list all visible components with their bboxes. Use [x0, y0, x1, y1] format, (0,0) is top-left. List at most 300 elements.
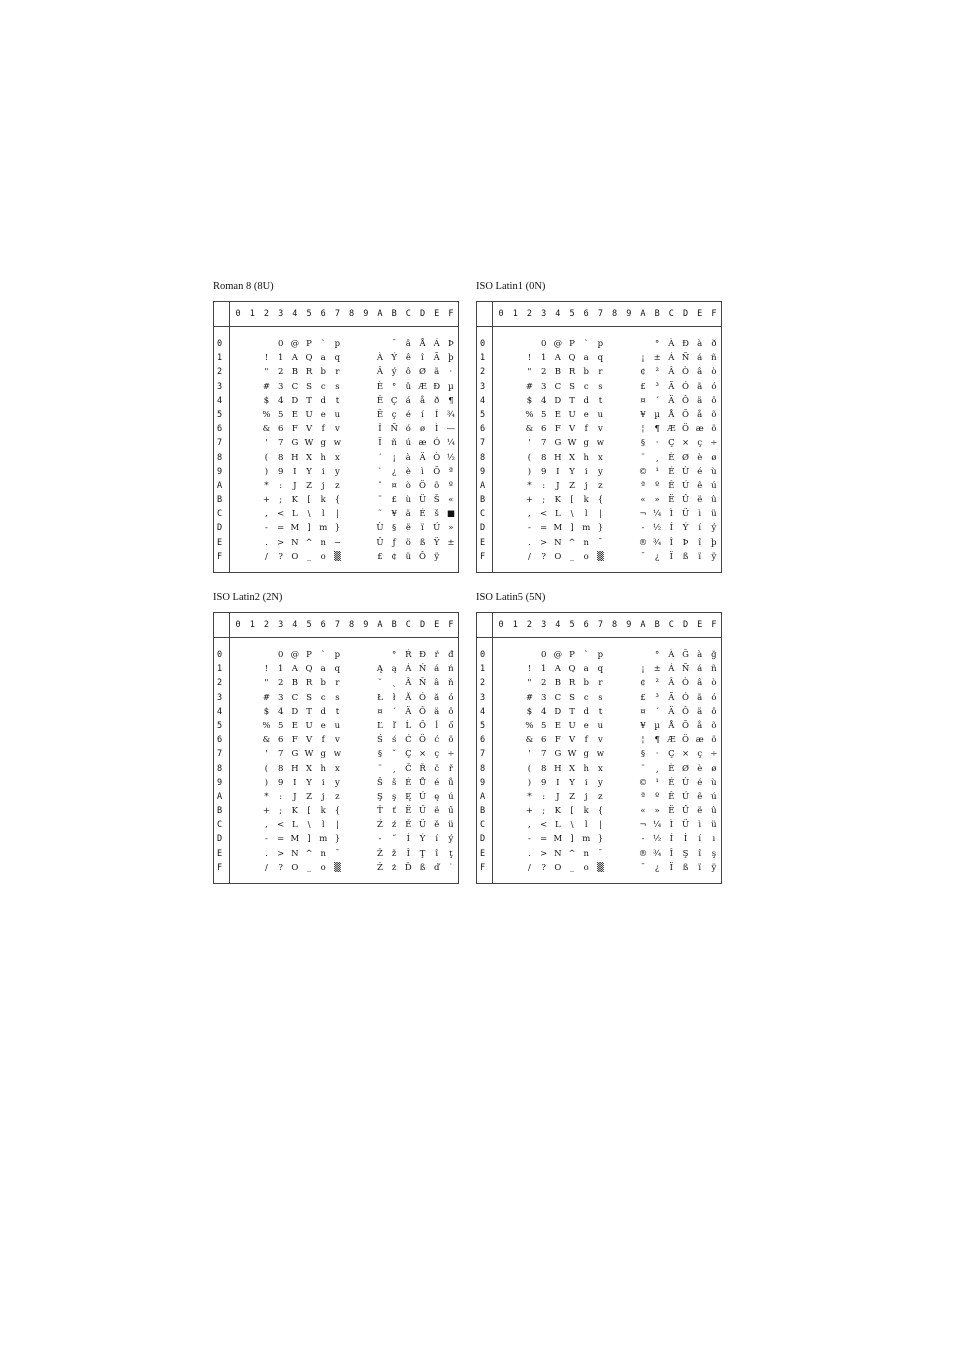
char-cell — [494, 408, 508, 422]
char-cell — [508, 479, 522, 493]
char-cell: ¥ — [640, 720, 646, 731]
row-label: F — [480, 551, 486, 562]
char-cell: ' — [265, 749, 268, 760]
char-cell: Õ — [682, 409, 690, 420]
char-cell: ˇ — [392, 749, 397, 760]
column-header: 5 — [306, 620, 312, 630]
char-cell — [231, 380, 245, 394]
char-cell: ? — [278, 551, 283, 562]
char-cell: A — [291, 353, 298, 364]
char-cell: ô — [711, 395, 717, 406]
char-cell — [359, 493, 373, 507]
char-cell: o — [583, 862, 589, 873]
char-cell — [359, 465, 373, 479]
char-cell: 9 — [277, 777, 284, 788]
char-cell: ^ — [568, 848, 576, 859]
char-cell — [231, 451, 245, 465]
char-cell: ° — [655, 650, 660, 660]
char-cell: Ý — [419, 834, 426, 845]
char-cell: G — [291, 438, 299, 449]
char-cell: ó — [448, 692, 454, 703]
row-label: 6 — [480, 735, 486, 746]
char-cell — [622, 465, 636, 479]
row-label: 2 — [480, 367, 486, 378]
char-cell — [231, 790, 245, 804]
char-cell: Ż — [377, 862, 383, 873]
char-cell — [359, 762, 373, 776]
row-label: B — [217, 806, 223, 817]
row-label: E — [217, 848, 223, 859]
char-cell: Ú — [681, 480, 690, 491]
char-cell: N — [291, 537, 299, 548]
char-cell: ¶ — [448, 395, 454, 406]
char-cell — [359, 507, 373, 521]
char-cell — [608, 662, 622, 676]
char-cell: 5 — [540, 409, 547, 420]
char-cell — [245, 762, 259, 776]
char-cell: P — [569, 650, 575, 660]
char-cell: \ — [570, 820, 574, 831]
column-header: 8 — [612, 309, 618, 319]
char-cell — [359, 380, 373, 394]
char-cell: Q — [568, 664, 576, 675]
char-cell: P — [306, 339, 312, 349]
char-cell: = — [277, 834, 285, 845]
char-cell: - — [528, 834, 531, 845]
char-cell: č — [434, 763, 440, 774]
char-cell: ù — [711, 466, 717, 477]
char-cell: Z — [569, 480, 575, 491]
char-cell: § — [392, 523, 397, 534]
char-cell: $ — [263, 706, 270, 717]
row-label: 5 — [480, 720, 486, 731]
char-cell: R — [305, 678, 313, 689]
char-cell — [508, 648, 522, 662]
char-cell — [359, 861, 373, 875]
char-cell: Á — [668, 664, 675, 675]
char-cell — [359, 790, 373, 804]
char-cell: ¡ — [641, 664, 645, 675]
char-cell: Ÿ — [433, 537, 440, 548]
char-cell: ş — [711, 848, 717, 859]
char-cell: ¨ — [640, 763, 646, 774]
char-cell: S — [569, 381, 575, 392]
char-cell: Ï — [669, 862, 674, 873]
char-cell — [345, 465, 359, 479]
char-cell: í — [698, 834, 702, 845]
char-cell: ¢ — [391, 551, 397, 562]
char-cell: µ — [448, 381, 454, 392]
char-cell: C — [291, 692, 299, 703]
row-label: C — [480, 820, 486, 831]
char-cell: ü — [711, 509, 717, 520]
char-cell: Ç — [390, 395, 398, 406]
char-cell — [231, 422, 245, 436]
char-cell — [494, 337, 508, 351]
char-cell: r — [598, 367, 603, 378]
char-cell — [345, 436, 359, 450]
char-cell: 2 — [540, 367, 547, 378]
char-cell: t — [598, 706, 603, 717]
char-cell: y — [598, 466, 603, 477]
char-cell: Æ — [418, 381, 427, 392]
char-cell: v — [335, 735, 340, 746]
char-cell: Š — [377, 777, 383, 788]
char-cell: Ú — [433, 523, 441, 534]
char-cell: q — [334, 664, 341, 675]
char-cell: ? — [278, 862, 283, 873]
char-cell: ý — [391, 367, 397, 378]
char-cell: ì — [421, 466, 424, 477]
char-cell: Y — [569, 466, 575, 477]
char-cell: Û — [376, 537, 384, 548]
char-cell: Ö — [682, 735, 690, 746]
char-cell: Ó — [433, 438, 441, 449]
row-label: 2 — [217, 678, 223, 689]
char-cell — [231, 747, 245, 761]
char-cell: $ — [526, 395, 533, 406]
char-cell — [245, 536, 259, 550]
char-cell — [231, 521, 245, 535]
char-cell — [508, 550, 522, 564]
char-cell: l — [584, 820, 588, 831]
char-cell: Å — [668, 409, 675, 420]
char-cell: ¢ — [640, 678, 646, 689]
table-title: ISO Latin5 (5N) — [476, 592, 546, 603]
char-cell: ¨ — [377, 495, 383, 506]
char-cell — [494, 648, 508, 662]
character-table — [476, 301, 722, 573]
char-cell: ð — [434, 395, 440, 406]
char-cell: / — [528, 862, 531, 873]
char-cell: ˛ — [392, 678, 397, 689]
char-cell: Þ — [682, 537, 689, 548]
char-cell: Ð — [682, 339, 689, 349]
column-header: A — [377, 620, 383, 630]
char-cell: ę — [434, 791, 440, 802]
char-cell: á — [697, 664, 703, 675]
char-cell: u — [334, 409, 341, 420]
char-cell: ? — [541, 862, 546, 873]
char-cell — [359, 847, 373, 861]
char-cell: Û — [681, 806, 690, 817]
char-cell — [345, 422, 359, 436]
char-cell: Ť — [377, 806, 383, 817]
char-cell — [508, 465, 522, 479]
char-cell: È — [376, 381, 384, 392]
char-cell — [345, 394, 359, 408]
column-header-row — [231, 308, 458, 320]
char-cell: 3 — [540, 692, 547, 703]
char-cell: ´ — [655, 395, 660, 406]
char-cell — [622, 719, 636, 733]
char-cell: Ñ — [390, 424, 398, 435]
char-cell: @ — [553, 650, 563, 660]
char-cell: ¸ — [655, 763, 660, 774]
char-cell: — — [446, 424, 456, 435]
column-header: B — [391, 620, 397, 630]
char-cell: Ź — [377, 820, 383, 831]
header-divider — [477, 637, 721, 638]
char-cell — [345, 719, 359, 733]
char-cell — [359, 394, 373, 408]
char-cell: X — [569, 452, 576, 463]
char-cell — [608, 747, 622, 761]
char-cell — [231, 705, 245, 719]
char-cell: } — [334, 523, 341, 534]
char-cell — [345, 493, 359, 507]
char-cell: F — [554, 735, 561, 746]
row-label-column — [214, 648, 229, 875]
char-cell: × — [681, 749, 690, 760]
char-cell: à — [405, 452, 411, 463]
char-cell: { — [597, 495, 604, 506]
char-cell: ÷ — [710, 438, 718, 449]
char-cell — [608, 719, 622, 733]
char-cell: 7 — [540, 749, 547, 760]
char-cell — [359, 804, 373, 818]
char-cell: ˙ — [448, 862, 454, 873]
char-cell: Ï — [378, 438, 382, 449]
char-cell: R — [568, 367, 576, 378]
header-divider — [214, 326, 458, 327]
char-cell — [231, 762, 245, 776]
char-cell: Ú — [681, 791, 690, 802]
char-cell: Í — [669, 523, 674, 534]
char-cell — [508, 662, 522, 676]
char-cell: H — [291, 763, 299, 774]
char-cell: # — [262, 692, 271, 703]
char-cell: ▒ — [597, 551, 604, 562]
char-cell: / — [265, 862, 268, 873]
row-label: 7 — [217, 438, 223, 449]
char-cell: X — [569, 763, 576, 774]
char-cell: J — [556, 480, 560, 491]
char-cell — [608, 648, 622, 662]
char-cell — [608, 465, 622, 479]
row-label: 3 — [480, 381, 486, 392]
char-cell: S — [306, 692, 312, 703]
row-label: A — [480, 480, 486, 491]
char-cell — [622, 676, 636, 690]
char-cell: ( — [527, 452, 532, 463]
row-label: 7 — [480, 438, 486, 449]
char-cell: U — [568, 409, 576, 420]
char-cell: ü — [405, 551, 412, 562]
char-cell: B — [291, 367, 298, 378]
row-label: 1 — [480, 664, 486, 675]
char-cell — [231, 465, 245, 479]
char-cell: Õ — [433, 466, 441, 477]
char-cell: ˜ — [377, 509, 383, 520]
char-cell — [231, 479, 245, 493]
char-cell: z — [335, 791, 340, 802]
row-label: 6 — [217, 424, 223, 435]
character-table — [213, 301, 459, 573]
char-cell: Ò — [682, 367, 690, 378]
char-cell — [508, 521, 522, 535]
char-cell: k — [320, 806, 326, 817]
char-cell — [508, 351, 522, 365]
char-cell: ¯ — [598, 537, 603, 548]
char-cell: Ž — [377, 848, 383, 859]
char-cell: © — [638, 466, 648, 477]
column-header: 5 — [569, 620, 575, 630]
column-header: 7 — [597, 309, 603, 319]
char-cell — [494, 451, 508, 465]
char-cell: 6 — [540, 735, 547, 746]
char-cell: ê — [405, 353, 411, 364]
char-cell — [608, 691, 622, 705]
column-header: 2 — [263, 620, 270, 630]
char-cell: È — [668, 452, 675, 463]
char-cell — [608, 451, 622, 465]
char-cell: ù — [711, 777, 717, 788]
char-cell: 0 — [540, 650, 547, 660]
char-cell — [622, 705, 636, 719]
char-cell: W — [304, 438, 314, 449]
column-header: A — [640, 620, 646, 630]
char-cell: Ł — [377, 692, 383, 703]
char-cell: û — [711, 806, 717, 817]
row-label: 8 — [217, 452, 223, 463]
char-cell — [231, 337, 245, 351]
char-cell: ¨ — [377, 763, 383, 774]
char-cell — [508, 776, 522, 790]
char-cell: V — [568, 424, 576, 435]
char-cell: z — [598, 791, 603, 802]
row-label: 3 — [217, 692, 223, 703]
char-cell — [359, 436, 373, 450]
char-cell: é — [434, 777, 440, 788]
char-cell: ° — [392, 381, 397, 392]
char-cell: $ — [526, 706, 533, 717]
char-cell: [ — [307, 495, 311, 506]
column-header: 1 — [249, 620, 255, 630]
char-cell — [522, 337, 536, 351]
char-cell — [508, 493, 522, 507]
char-cell: þ — [448, 353, 454, 364]
char-cell: ú — [711, 480, 717, 491]
char-cell: ´ — [392, 706, 397, 717]
char-cell: \ — [307, 820, 311, 831]
char-cell — [231, 818, 245, 832]
char-cell: 6 — [540, 424, 547, 435]
column-header: 8 — [612, 620, 618, 630]
char-cell — [494, 676, 508, 690]
char-cell: × — [418, 749, 427, 760]
char-cell: c — [583, 692, 589, 703]
char-cell: ä — [697, 706, 703, 717]
char-cell: Ě — [405, 820, 412, 831]
row-label: C — [217, 820, 223, 831]
char-cell: Z — [306, 791, 312, 802]
char-cell: P — [569, 339, 575, 349]
char-cell — [345, 536, 359, 550]
column-header: 1 — [512, 309, 518, 319]
char-cell: L — [292, 509, 298, 520]
char-cell: - — [265, 523, 268, 534]
char-cell — [622, 507, 636, 521]
char-cell: b — [583, 367, 589, 378]
char-cell: s — [598, 381, 603, 392]
char-cell: % — [262, 409, 271, 420]
char-cell: % — [525, 409, 534, 420]
char-cell: * — [264, 480, 269, 491]
char-cell: + — [262, 806, 271, 817]
char-cell: î — [421, 353, 424, 364]
column-header: 6 — [320, 309, 326, 319]
char-cell — [622, 380, 636, 394]
char-cell — [508, 380, 522, 394]
column-header: D — [682, 309, 689, 319]
column-header: 3 — [541, 620, 547, 630]
char-cell: Ì — [435, 424, 439, 435]
char-cell: 8 — [277, 763, 284, 774]
char-cell — [608, 550, 622, 564]
char-cell: Ś — [377, 735, 383, 746]
char-cell: Ë — [405, 806, 412, 817]
char-cell: v — [598, 735, 603, 746]
char-cell: H — [291, 452, 299, 463]
char-cell: } — [597, 523, 604, 534]
character-table — [476, 612, 722, 884]
char-cell: ¯ — [392, 339, 397, 349]
char-cell: ´ — [655, 706, 660, 717]
char-cell: ĺ — [435, 720, 439, 731]
char-cell: 8 — [277, 452, 284, 463]
char-cell — [608, 351, 622, 365]
char-cell: b — [320, 678, 326, 689]
char-cell: = — [277, 523, 285, 534]
char-cell: » — [654, 495, 660, 506]
row-label: F — [480, 862, 486, 873]
char-cell: ß — [419, 862, 426, 873]
char-cell — [608, 493, 622, 507]
char-cell: ¤ — [377, 706, 383, 717]
header-divider — [214, 637, 458, 638]
char-cell — [245, 648, 259, 662]
row-label: 9 — [217, 777, 223, 788]
char-cell: å — [419, 395, 426, 406]
char-cell: q — [597, 664, 604, 675]
char-cell — [345, 380, 359, 394]
row-label: B — [480, 806, 486, 817]
char-cell: 5 — [277, 720, 284, 731]
char-cell — [608, 521, 622, 535]
char-cell: Ð — [433, 381, 441, 392]
char-cell: " — [527, 367, 532, 378]
char-cell: " — [264, 367, 269, 378]
char-cell — [345, 479, 359, 493]
row-label-column — [214, 337, 229, 564]
char-cell — [508, 861, 522, 875]
char-cell — [494, 550, 508, 564]
char-cell: ° — [392, 650, 397, 660]
char-cell: g — [320, 749, 326, 760]
char-cell — [522, 648, 536, 662]
char-cell: Ë — [376, 409, 384, 420]
char-cell: ! — [527, 353, 532, 364]
char-cell — [608, 436, 622, 450]
char-cell: u — [597, 409, 604, 420]
char-cell — [345, 762, 359, 776]
column-header: 5 — [306, 309, 312, 319]
char-cell — [494, 351, 508, 365]
char-cell: ä — [405, 509, 411, 520]
char-cell: Ö — [419, 735, 427, 746]
char-cell: M — [290, 523, 300, 534]
